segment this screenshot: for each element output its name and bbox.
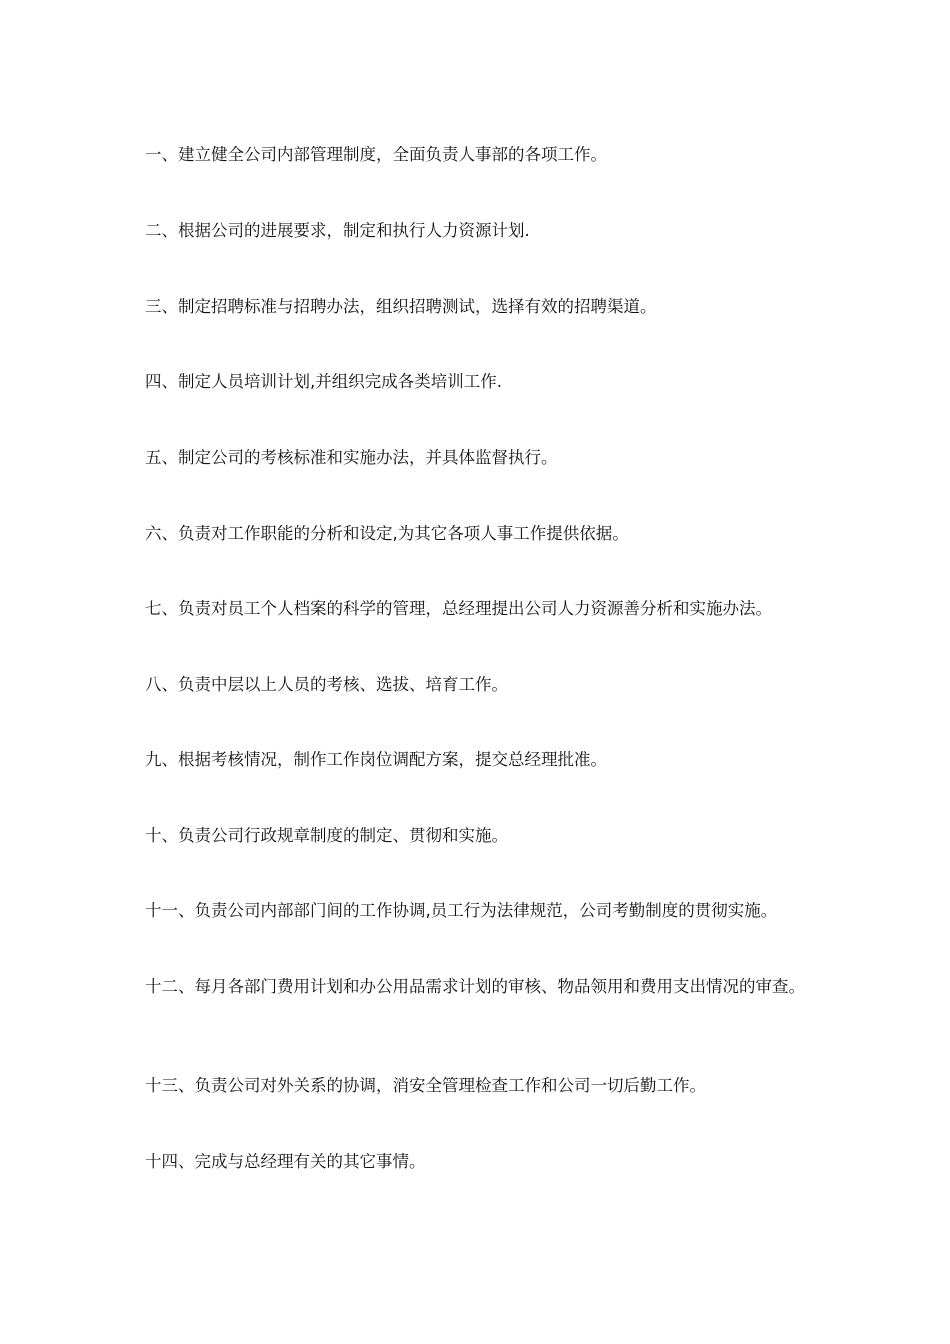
list-item: 三、制定招聘标准与招聘办法，组织招聘测试，选择有效的招聘渠道。 bbox=[145, 296, 657, 316]
list-item: 五、制定公司的考核标准和实施办法，并具体监督执行。 bbox=[145, 447, 558, 467]
list-item: 八、负责中层以上人员的考核、选拔、培育工作。 bbox=[145, 674, 508, 694]
list-item: 七、负责对员工个人档案的科学的管理，总经理提出公司人力资源善分析和实施办法。 bbox=[145, 598, 772, 618]
list-item: 二、根据公司的进展要求，制定和执行人力资源计划. bbox=[145, 220, 530, 240]
list-item: 一、建立健全公司内部管理制度，全面负责人事部的各项工作。 bbox=[145, 144, 607, 164]
list-item: 四、制定人员培训计划,并组织完成各类培训工作. bbox=[145, 371, 502, 391]
list-item: 十四、完成与总经理有关的其它事情。 bbox=[145, 1151, 426, 1171]
list-item: 十、负责公司行政规章制度的制定、贯彻和实施。 bbox=[145, 825, 508, 845]
list-item: 十三、负责公司对外关系的协调，消安全管理检查工作和公司一切后勤工作。 bbox=[145, 1075, 706, 1095]
list-item: 九、根据考核情况，制作工作岗位调配方案，提交总经理批准。 bbox=[145, 749, 607, 769]
list-item: 十一、负责公司内部部门间的工作协调,员工行为法律规范，公司考勤制度的贯彻实施。 bbox=[145, 900, 778, 920]
list-item: 六、负责对工作职能的分析和设定,为其它各项人事工作提供依据。 bbox=[145, 523, 629, 543]
list-item: 十二、每月各部门费用计划和办公用品需求计划的审核、物品领用和费用支出情况的审查。 bbox=[145, 976, 805, 996]
